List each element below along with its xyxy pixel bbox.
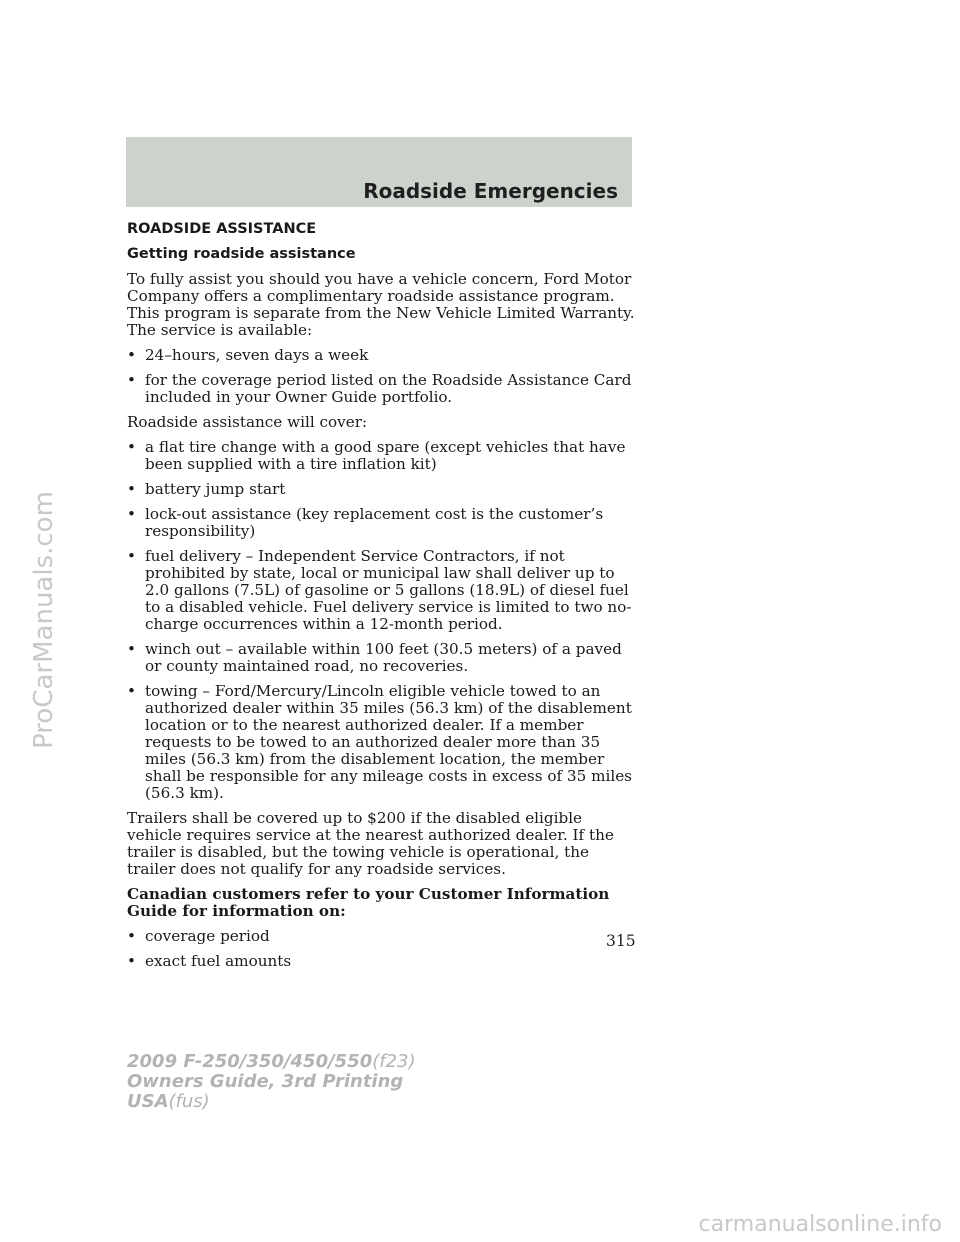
list-item-text: 24–hours, seven days a week bbox=[145, 346, 369, 364]
main-heading: ROADSIDE ASSISTANCE bbox=[127, 221, 317, 237]
list-item bbox=[127, 439, 637, 473]
page-number: 315 bbox=[606, 932, 636, 950]
trailers-paragraph: Trailers shall be covered up to $200 if the disabled eligible vehicle requires service at the nearest authorized dealer. If the trailer is disabled, but the towing vehicle is operational, the trailer does not qualify for any roadside services. bbox=[127, 809, 614, 878]
list-item bbox=[127, 506, 637, 540]
cover-list bbox=[127, 439, 637, 802]
side-watermark: ProCarManuals.com bbox=[29, 491, 59, 749]
footer-region-code: (fus) bbox=[168, 1091, 210, 1112]
list-item bbox=[127, 548, 637, 633]
list-item bbox=[127, 928, 637, 945]
cover-intro: Roadside assistance will cover: bbox=[127, 413, 368, 431]
list-item bbox=[127, 641, 637, 675]
list-item-text: exact fuel amounts bbox=[145, 952, 292, 970]
section-title: Roadside Emergencies bbox=[363, 179, 618, 203]
bullet-icon: • bbox=[127, 547, 136, 565]
list-item bbox=[127, 347, 637, 364]
list-item-text: winch out – available within 100 feet (30.5 meters) of a paved or county maintained road, no recoveries. bbox=[145, 640, 622, 675]
footer-region: USA bbox=[127, 1091, 169, 1112]
list-item-text: for the coverage period listed on the Roadside Assistance Card included in your Owner Guide portfolio. bbox=[145, 371, 632, 406]
bottom-watermark: carmanualsonline.info bbox=[698, 1212, 942, 1237]
footer-model-code: (f23) bbox=[372, 1051, 416, 1072]
canadian-list bbox=[127, 928, 637, 970]
bullet-icon: • bbox=[127, 480, 136, 498]
document-footer bbox=[127, 1052, 416, 1112]
bullet-icon: • bbox=[127, 927, 136, 945]
list-item-text: battery jump start bbox=[145, 480, 286, 498]
footer-line-model bbox=[127, 1052, 416, 1072]
sub-heading: Getting roadside assistance bbox=[127, 246, 356, 262]
bullet-icon: • bbox=[127, 346, 136, 364]
footer-line-region bbox=[127, 1092, 416, 1112]
list-item-text: a flat tire change with a good spare (except vehicles that have been supplied with a tire inflation kit) bbox=[145, 438, 626, 473]
page-content bbox=[127, 221, 637, 978]
canadian-note: Canadian customers refer to your Customer Information Guide for information on: bbox=[127, 885, 610, 920]
section-header-band bbox=[126, 137, 632, 207]
bullet-icon: • bbox=[127, 438, 136, 456]
bullet-icon: • bbox=[127, 505, 136, 523]
list-item bbox=[127, 481, 637, 498]
footer-model: 2009 F-250/350/450/550 bbox=[127, 1051, 373, 1072]
footer-line-printing: Owners Guide, 3rd Printing bbox=[127, 1071, 404, 1092]
intro-paragraph: To fully assist you should you have a vehicle concern, Ford Motor Company offers a complimentary roadside assistance program. This program is separate from the New Vehicle Limited Warranty. The service is available: bbox=[127, 270, 635, 339]
bullet-icon: • bbox=[127, 682, 136, 700]
list-item bbox=[127, 683, 637, 802]
availability-list bbox=[127, 347, 637, 406]
bullet-icon: • bbox=[127, 640, 136, 658]
list-item-text: lock-out assistance (key replacement cost is the customer’s responsibility) bbox=[145, 505, 604, 540]
list-item bbox=[127, 953, 637, 970]
list-item bbox=[127, 372, 637, 406]
list-item-text: fuel delivery – Independent Service Contractors, if not prohibited by state, local or municipal law shall deliver up to 2.0 gallons (7.5L) of gasoline or 5 gallons (18.9L) of diesel fuel to a disabled vehicle. Fuel delivery service is limited to two no-charge occurrences within a 12-month period. bbox=[145, 547, 632, 633]
bullet-icon: • bbox=[127, 952, 136, 970]
bullet-icon: • bbox=[127, 371, 136, 389]
list-item-text: towing – Ford/Mercury/Lincoln eligible vehicle towed to an authorized dealer within 35 miles (56.3 km) of the disablement location or to the nearest authorized dealer. If a member requests to be towed to an authorized dealer more than 35 miles (56.3 km) from the disablement location, the member shall be responsible for any mileage costs in excess of 35 miles (56.3 km). bbox=[145, 682, 632, 802]
list-item-text: coverage period bbox=[145, 927, 270, 945]
